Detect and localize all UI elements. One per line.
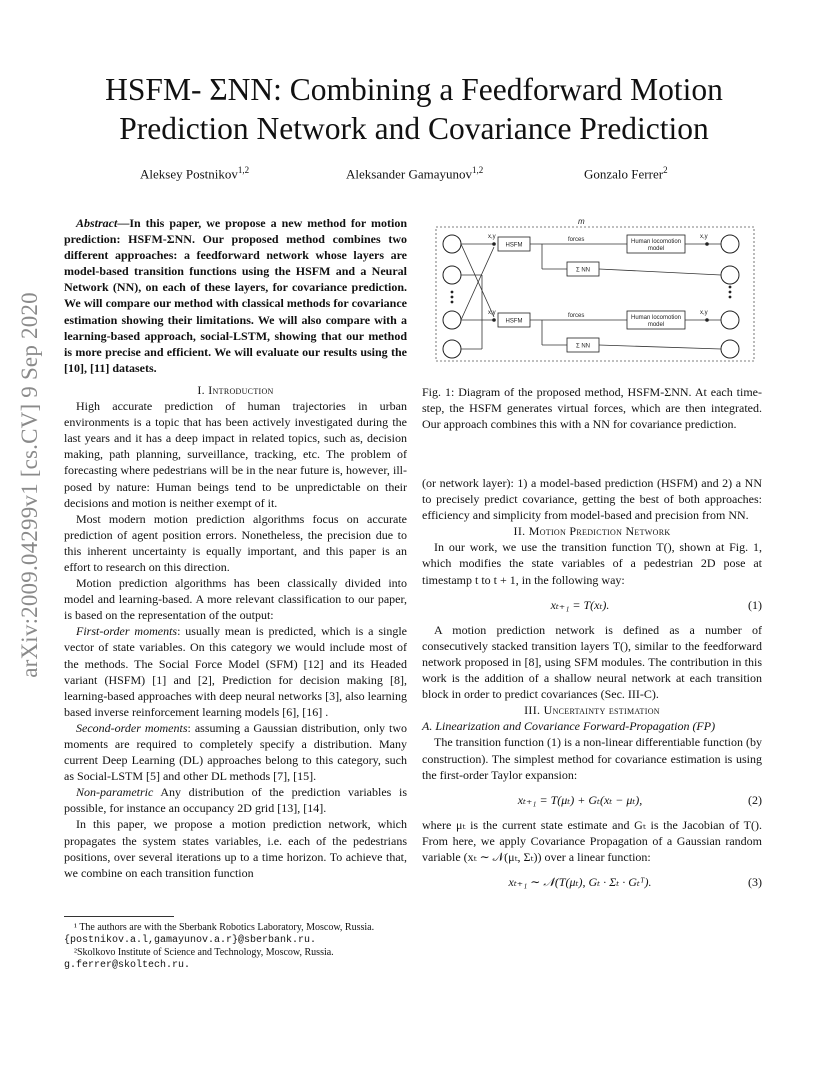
input-node: [443, 311, 461, 329]
figure-caption: Fig. 1: Diagram of the proposed method, HSFM-ΣNN. At each time-step, the HSFM generates virtual forces, which are then integrated. Our approach combines this with a NN for covariance prediction.: [422, 385, 762, 432]
equation-1: xₜ₊₁ = T(xₜ). (1): [550, 597, 762, 612]
svg-text:HSFM: HSFM: [505, 318, 523, 325]
paper-title: HSFM- ΣNN: Combining a Feedforward Motion Prediction Network and Covariance Prediction: [105, 72, 723, 146]
footnote-2: ²Skolkovo Institute of Science and Technology, Moscow, Russia.: [74, 947, 334, 958]
svg-text:Σ NN: Σ NN: [575, 343, 591, 350]
figure-1-diagram: [422, 217, 762, 365]
paragraph: The transition function (1) is a non-linear differentiable function (by construction). The simplest method for covariance estimation is using the first-order Taylor expansion:: [422, 735, 763, 782]
input-node: [443, 266, 461, 284]
paragraph: Second-order moments: assuming a Gaussian distribution, only two moments are required to completely specify a distribution. Many current Deep Learning (DL) approaches belong to this category, such as Social-LSTM [5] and other DL methods [7], [15].: [64, 720, 408, 784]
svg-text:Human locomotion: Human locomotion: [630, 239, 682, 245]
paragraph: (or network layer): 1) a model-based prediction (HSFM) and 2) a NN to precisely predict covariance, getting the best of both approaches: efficiency and simplicity from model-based and precision from NN.: [422, 476, 762, 523]
paragraph: Motion prediction algorithms has been classically divided into model and learning-based. A more relevant classification to our paper, is based on the representation of the output:: [64, 576, 407, 623]
svg-text:x,y: x,y: [488, 310, 496, 316]
svg-text:x,y: x,y: [700, 310, 708, 316]
svg-text:x,y: x,y: [488, 234, 496, 240]
left-column: [64, 215, 407, 881]
footnote-rule: [64, 916, 174, 917]
svg-text:HSFM: HSFM: [505, 242, 523, 249]
svg-text:Human locomotion: Human locomotion: [630, 315, 682, 321]
abstract: Abstract—In this paper, we propose a new method for motion prediction: HSFM-ΣNN. Our proposed method combines two different approaches: a feedforward network whose layers are model-based transition functions using the HSFM and a Neural Network (NN), on each of these layers, for covariance prediction. We will compare our method with classical methods for covariance estimation showing their limitations. We will also compare with a learning-based approach, social-LSTM, showing that our method is more precise and efficient. We will evaluate our results using the [10], [11] datasets.: [64, 216, 407, 375]
svg-text:forces: forces: [568, 313, 585, 319]
footnote-1: ¹ The authors are with the Sberbank Robotics Laboratory, Moscow, Russia.: [74, 922, 375, 933]
section-title-motion-prediction: II. Motion Prediction Network: [513, 524, 671, 539]
author-3: Gonzalo Ferrer$^2$: [584, 165, 668, 182]
paragraph: A motion prediction network is defined as a number of consecutively stacked transition layers T(), similar to the feedforward network proposed in [8], using SFM modules. The contribution in this work is the addition of a shallow neural network at each transition block in order to predict covariances (Sec. III-C).: [422, 622, 762, 702]
paragraph: Non-parametric Any distribution of the prediction variables is possible, for instance an occupancy 2D grid [13], [14].: [64, 785, 407, 816]
equation-2: xₜ₊₁ = T(μₜ) + Gₜ(xₜ − μₜ), (2): [517, 792, 762, 807]
footnote-1-email: {postnikov.a.l,gamayunov.a.r}@sberbank.ru.: [64, 934, 317, 946]
svg-text:forces: forces: [568, 237, 585, 243]
equation-3: xₜ₊₁ ∼ 𝒩(T(μₜ), Gₜ · Σₜ · Gₜᵀ). (3): [508, 875, 762, 890]
input-node: [443, 235, 461, 253]
output-node: [721, 311, 739, 329]
svg-text:model: model: [647, 322, 665, 328]
output-node: [721, 340, 739, 358]
section-title-introduction: I. Introduction: [197, 382, 274, 397]
svg-text:model: model: [647, 246, 665, 252]
svg-text:x,y: x,y: [700, 234, 708, 240]
footnote-2-email: g.ferrer@skoltech.ru.: [64, 959, 191, 971]
right-column: [422, 475, 762, 899]
section-title-uncertainty: III. Uncertainty estimation: [524, 703, 660, 718]
footnotes: [64, 922, 407, 972]
author-2: Aleksander Gamayunov$^{1,2}$: [346, 165, 484, 182]
output-node: [721, 235, 739, 253]
paragraph: In this paper, we propose a motion prediction network, which propagates the system states variables, i.e. each of the pedestrians positions, over several iterations up to a time horizon. To achieve that, we combine on each transition function: [64, 817, 407, 880]
paragraph: High accurate prediction of human trajectories in urban environments is a topic that has been actively investigated during the last years and it has a deep impact in related topics, such as, decision making, path planning, surveillance, tracking, etc. The problem of forecasting where pedestrians will be in the near future is, however, ill-posed by nature: Human beings tend to be unpredictable on their decisions and motion is neither exempt of it.: [64, 399, 407, 510]
paragraph: In our work, we use the transition function T(), shown at Fig. 1, which modifies the state variables of a pedestrian 2D pose at timestamp t to t + 1, in the following way:: [422, 540, 762, 587]
diagram-svg: [422, 217, 762, 365]
paragraph: where μₜ is the current state estimate and Gₜ is the Jacobian of T(). From here, we apply Covariance Propagation of a Gaussian random variable (xₜ ∼ 𝒩(μₜ, Σₜ)) over a linear function:: [422, 817, 762, 864]
subsection-title-linearization: A. Linearization and Covariance Forward-Propagation (FP): [422, 719, 716, 734]
svg-text:Σ NN: Σ NN: [575, 267, 591, 274]
paragraph: Most modern motion prediction algorithms focus on accurate prediction of agent position errors. Nonetheless, the precision due to this inherent uncertainty is equally important, and this paper is an effort to research on this direction.: [64, 511, 407, 574]
author-1: Aleksey Postnikov$^{1,2}$: [140, 165, 250, 182]
input-node: [443, 340, 461, 358]
arxiv-side-identifier: arXiv:2009.04299v1 [cs.CV] 9 Sep 2020: [17, 292, 42, 678]
output-node: [721, 266, 739, 284]
figure-top-label: m: [578, 217, 585, 226]
paragraph: First-order moments: usually mean is predicted, which is a single vector of state variables. On this category we would include most of the methods. The Social Force Model (SFM) [12] and its Headed variant (HSFM) [1] and [2], Prediction for decision making [8], learning-based approaches with deep neural networks [3], also learning based inverse reinforcement learning models [6], [16] .: [64, 624, 408, 719]
